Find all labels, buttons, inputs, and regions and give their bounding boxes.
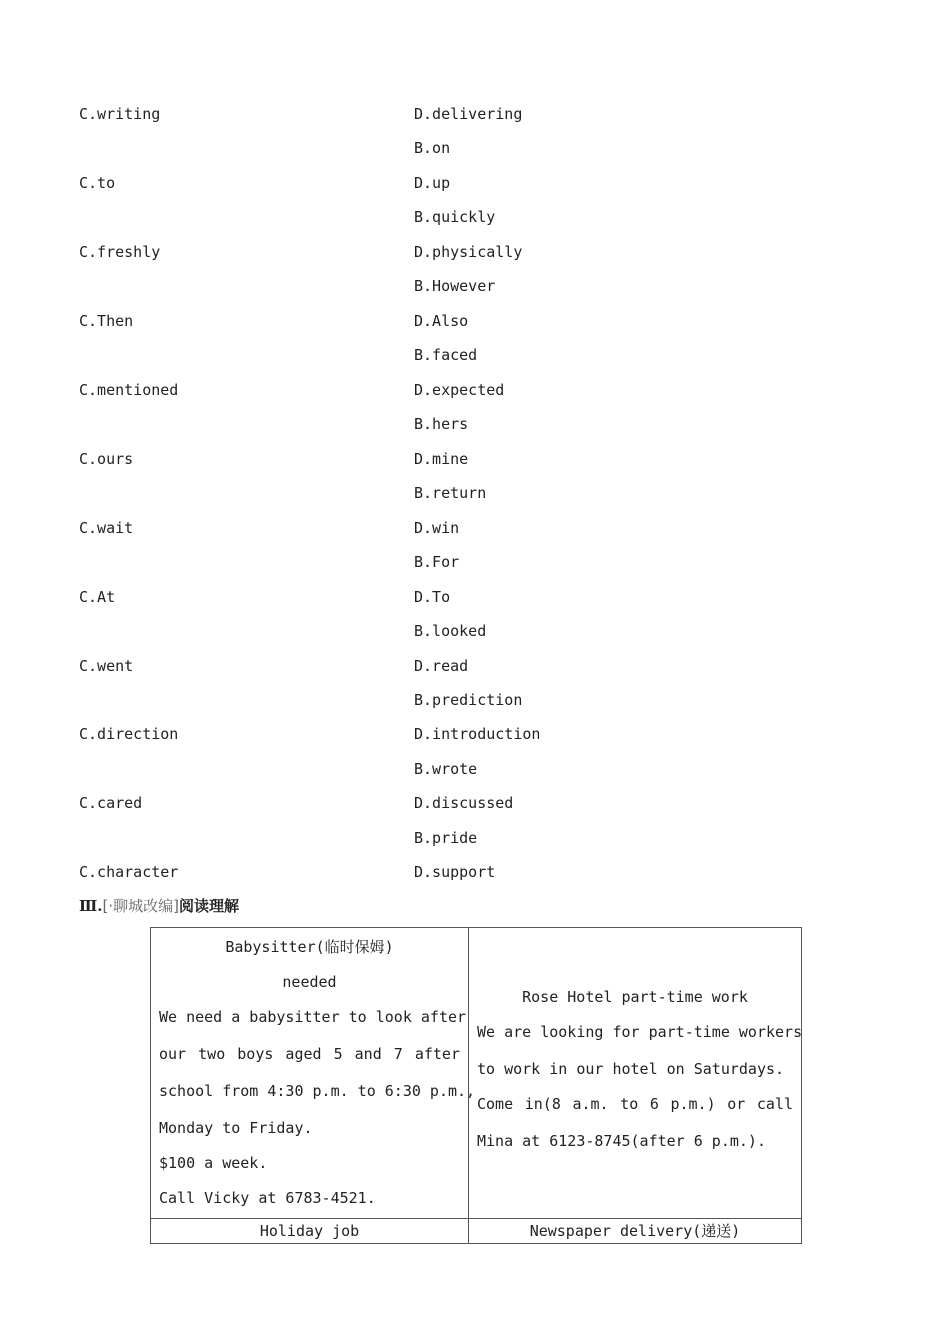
babysitter-text-line: We need a babysitter to look after: [159, 1008, 467, 1026]
hotel-text-line: We are looking for part-time workers: [477, 1023, 803, 1041]
hotel-contact: Mina at 6123-8745(after 6 p.m.).: [477, 1132, 766, 1150]
babysitter-pay: $100 a week.: [159, 1154, 268, 1172]
option-c: C.to: [79, 174, 116, 192]
option-d: D.To: [414, 588, 451, 606]
option-c: C.writing: [79, 105, 161, 123]
option-d: D.expected: [414, 381, 505, 399]
option-d: D.Also: [414, 312, 469, 330]
option-d: D.physically: [414, 243, 523, 261]
babysitter-ad: [151, 928, 476, 1219]
section-source: [·聊城改编]: [102, 897, 179, 915]
option-c: C.freshly: [79, 243, 161, 261]
option-c: C.At: [79, 588, 116, 606]
babysitter-text-line: our two boys aged 5 and 7 after: [159, 1045, 460, 1063]
option-c: C.went: [79, 657, 134, 675]
option-d: D.mine: [414, 450, 469, 468]
option-d: D.win: [414, 519, 460, 537]
option-b: B.hers: [414, 415, 469, 433]
option-c: C.ours: [79, 450, 134, 468]
babysitter-text-line: Monday to Friday.: [159, 1119, 313, 1137]
option-b: B.pride: [414, 829, 478, 847]
section-heading: [79, 896, 239, 916]
option-b: B.return: [414, 484, 487, 502]
hotel-text-line: to work in our hotel on Saturdays.: [477, 1060, 785, 1078]
option-b: B.prediction: [414, 691, 523, 709]
hotel-text-line: Come in(8 a.m. to 6 p.m.) or call: [477, 1095, 793, 1113]
babysitter-contact: Call Vicky at 6783-4521.: [159, 1189, 376, 1207]
option-d: D.introduction: [414, 725, 541, 743]
ads-table: [150, 927, 802, 1244]
holiday-job-label: Holiday job: [151, 1219, 469, 1244]
babysitter-text-line: school from 4:30 p.m. to 6:30 p.m.,: [159, 1082, 476, 1100]
option-c: C.mentioned: [79, 381, 179, 399]
option-d: D.support: [414, 863, 496, 881]
option-c: C.direction: [79, 725, 179, 743]
option-b: B.looked: [414, 622, 487, 640]
hotel-title: Rose Hotel part-time work: [522, 988, 748, 1006]
section-title: 阅读理解: [178, 897, 239, 915]
option-c: C.Then: [79, 312, 134, 330]
newspaper-delivery-label: Newspaper delivery(递送): [469, 1219, 802, 1244]
option-c: C.character: [79, 863, 179, 881]
option-b: B.quickly: [414, 208, 496, 226]
babysitter-subtitle: needed: [282, 973, 337, 991]
option-b: B.For: [414, 553, 460, 571]
option-c: C.cared: [79, 794, 143, 812]
option-d: D.up: [414, 174, 451, 192]
option-b: B.on: [414, 139, 451, 157]
option-b: B.faced: [414, 346, 478, 364]
option-b: B.wrote: [414, 760, 478, 778]
option-c: C.wait: [79, 519, 134, 537]
option-d: D.delivering: [414, 105, 523, 123]
babysitter-title: Babysitter(临时保姆): [225, 938, 394, 956]
option-d: D.discussed: [414, 794, 514, 812]
option-b: B.However: [414, 277, 496, 295]
option-d: D.read: [414, 657, 469, 675]
section-number: Ⅲ.: [79, 897, 103, 915]
hotel-ad: [469, 928, 802, 1219]
